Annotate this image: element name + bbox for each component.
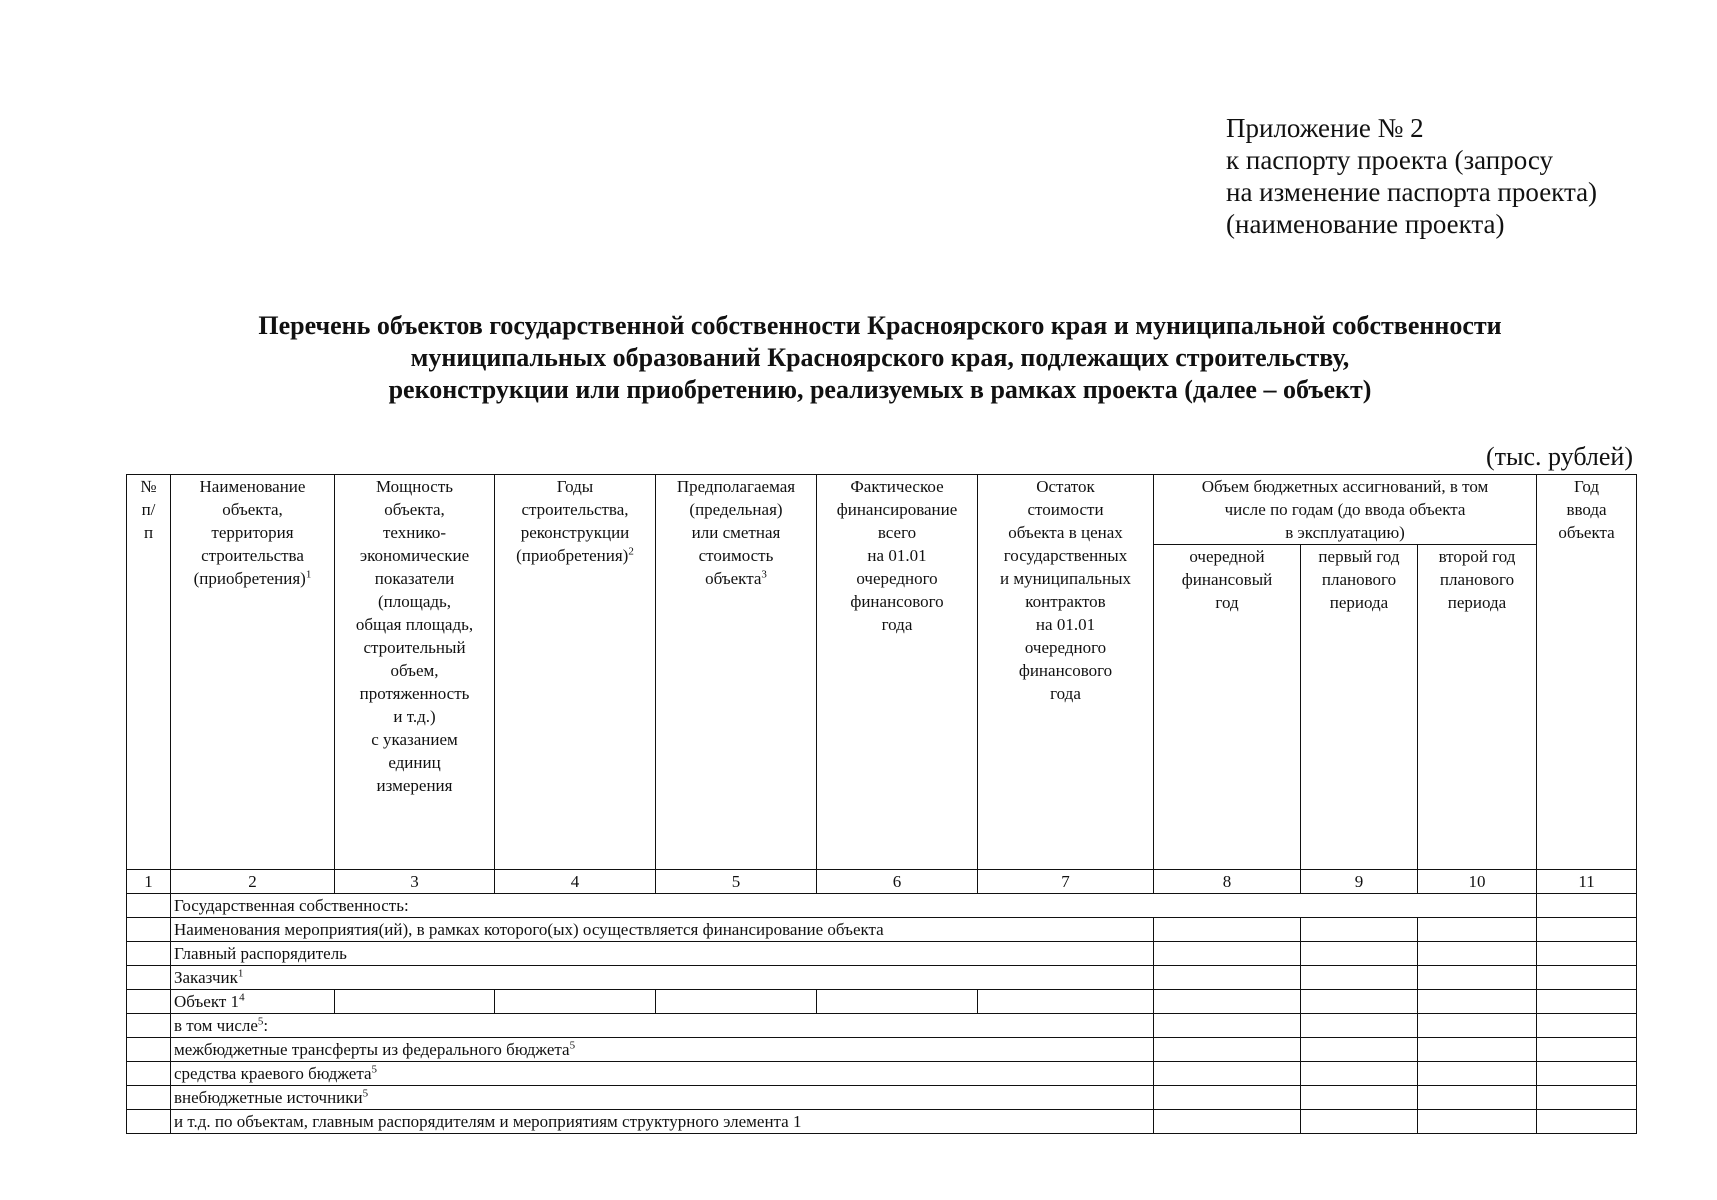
header-line-text: объекта в ценах bbox=[1008, 523, 1123, 542]
column-number: 8 bbox=[1154, 870, 1301, 894]
row-text-tail: : bbox=[263, 1016, 269, 1035]
table-cell bbox=[1154, 1086, 1301, 1110]
header-col-4 bbox=[495, 475, 656, 870]
table-cell bbox=[1154, 1038, 1301, 1062]
column-number: 11 bbox=[1537, 870, 1637, 894]
table-cell bbox=[127, 1062, 171, 1086]
header-line bbox=[1157, 568, 1297, 591]
table-cell bbox=[127, 942, 171, 966]
header-line-text: протяженность bbox=[359, 684, 470, 703]
footnote-mark: 1 bbox=[305, 568, 312, 581]
header-line-text: п bbox=[143, 523, 154, 542]
table-row bbox=[127, 1038, 1637, 1062]
table-cell bbox=[1537, 1062, 1637, 1086]
header-col-8 bbox=[1154, 545, 1301, 870]
header-line bbox=[338, 636, 491, 659]
header-line bbox=[1540, 521, 1633, 544]
row-label-object-1 bbox=[171, 990, 335, 1014]
table-cell bbox=[1537, 894, 1637, 918]
header-line bbox=[659, 544, 813, 567]
header-line bbox=[498, 498, 652, 521]
header-line-text: и муниципальных bbox=[999, 569, 1132, 588]
header-line bbox=[659, 475, 813, 498]
header-line-text: финансовый bbox=[1181, 570, 1273, 589]
header-line bbox=[338, 498, 491, 521]
header-line-text: или сметная bbox=[691, 523, 781, 542]
table-cell bbox=[335, 990, 495, 1014]
header-line bbox=[659, 521, 813, 544]
header-line-text: второй год bbox=[1438, 547, 1516, 566]
appendix-line: на изменение паспорта проекта) bbox=[1226, 177, 1598, 207]
header-line-text: Год bbox=[1574, 477, 1600, 496]
units-label: (тыс. рублей) bbox=[1485, 442, 1633, 471]
table-cell bbox=[817, 990, 978, 1014]
header-line-text: экономические bbox=[359, 546, 470, 565]
table-cell bbox=[1154, 966, 1301, 990]
header-col-6 bbox=[817, 475, 978, 870]
row-text: в том числе bbox=[174, 1016, 258, 1035]
table-row bbox=[127, 966, 1637, 990]
header-col-1 bbox=[127, 475, 171, 870]
header-line-text: планового bbox=[1439, 570, 1515, 589]
header-line-text: (предельная) bbox=[689, 500, 783, 519]
table-row bbox=[127, 1062, 1637, 1086]
table-row bbox=[127, 942, 1637, 966]
table-cell bbox=[1537, 942, 1637, 966]
header-line bbox=[981, 636, 1150, 659]
header-line bbox=[1540, 498, 1633, 521]
table-cell bbox=[1537, 1014, 1637, 1038]
header-line bbox=[498, 475, 652, 498]
header-line-text: (площадь, bbox=[377, 592, 452, 611]
table-cell bbox=[1418, 1014, 1537, 1038]
header-line-text: периода bbox=[1447, 593, 1507, 612]
header-line-text: объем, bbox=[390, 661, 439, 680]
header-line bbox=[1157, 521, 1533, 544]
table-cell bbox=[1537, 1110, 1637, 1134]
header-col-2 bbox=[171, 475, 335, 870]
table-cell bbox=[1301, 966, 1418, 990]
table-cell bbox=[1537, 966, 1637, 990]
footnote-mark: 4 bbox=[239, 991, 245, 1004]
header-line bbox=[820, 567, 974, 590]
table-cell bbox=[1301, 1062, 1418, 1086]
table-cell bbox=[1418, 1038, 1537, 1062]
header-line bbox=[338, 567, 491, 590]
table-cell bbox=[1154, 1110, 1301, 1134]
header-line-text: первый год bbox=[1318, 547, 1400, 566]
row-label-customer bbox=[171, 966, 1154, 990]
header-line bbox=[338, 659, 491, 682]
table-cell bbox=[1418, 942, 1537, 966]
header-line-text: объекта, bbox=[384, 500, 445, 519]
table-row bbox=[127, 990, 1637, 1014]
table-cell bbox=[127, 1086, 171, 1110]
table-row bbox=[127, 918, 1637, 942]
header-line-text: (приобретения) bbox=[193, 569, 306, 588]
table-cell bbox=[127, 990, 171, 1014]
table-row bbox=[127, 894, 1637, 918]
header-line-text: очередного bbox=[1024, 638, 1107, 657]
header-col-7 bbox=[978, 475, 1154, 870]
header-line bbox=[981, 682, 1150, 705]
header-line bbox=[981, 567, 1150, 590]
column-number: 2 bbox=[171, 870, 335, 894]
table-cell bbox=[495, 990, 656, 1014]
header-line bbox=[174, 544, 331, 567]
table-cell bbox=[127, 1038, 171, 1062]
header-line bbox=[981, 498, 1150, 521]
header-line-text: территория bbox=[211, 523, 294, 542]
table-cell bbox=[1301, 942, 1418, 966]
table-cell bbox=[1418, 918, 1537, 942]
header-line bbox=[981, 613, 1150, 636]
header-line bbox=[174, 521, 331, 544]
title-line: муниципальных образований Красноярского края, подлежащих строительству, bbox=[410, 343, 1350, 372]
header-line-text: всего bbox=[877, 523, 917, 542]
table-cell bbox=[1154, 942, 1301, 966]
header-line-text: технико- bbox=[382, 523, 446, 542]
footnote-mark: 1 bbox=[237, 967, 244, 980]
header-line bbox=[1540, 475, 1633, 498]
header-line-text: объекта bbox=[705, 569, 762, 588]
header-line-text: Объем бюджетных ассигнований, в том bbox=[1201, 477, 1489, 496]
header-line-text: Фактическое bbox=[850, 477, 944, 496]
row-label-state-property: Государственная собственность: bbox=[171, 894, 1537, 918]
header-line-text: очередного bbox=[856, 569, 938, 588]
header-line-text: финансового bbox=[1018, 661, 1113, 680]
header-line-text: и т.д.) bbox=[393, 707, 436, 726]
header-line bbox=[1157, 591, 1297, 614]
table-cell bbox=[1418, 1086, 1537, 1110]
table-cell bbox=[1537, 1038, 1637, 1062]
appendix-line: Приложение № 2 bbox=[1226, 113, 1424, 143]
row-text: Объект 1 bbox=[174, 992, 240, 1011]
header-line-text: п/ bbox=[141, 500, 156, 519]
header-line bbox=[1304, 568, 1414, 591]
header-line-text: (приобретения) bbox=[516, 546, 629, 565]
table-cell bbox=[127, 1110, 171, 1134]
header-line bbox=[981, 544, 1150, 567]
header-line bbox=[820, 475, 974, 498]
header-line bbox=[820, 590, 974, 613]
row-text: Заказчик bbox=[174, 968, 238, 987]
header-line bbox=[338, 751, 491, 774]
table-cell bbox=[1301, 990, 1418, 1014]
table-cell bbox=[127, 1014, 171, 1038]
header-col-10 bbox=[1418, 545, 1537, 870]
header-line bbox=[659, 498, 813, 521]
table-cell bbox=[1301, 1086, 1418, 1110]
header-line-text: ввода bbox=[1566, 500, 1607, 519]
header-line-text: контрактов bbox=[1025, 592, 1106, 611]
column-number-row bbox=[127, 870, 1637, 894]
header-line-text: Годы bbox=[556, 477, 594, 496]
header-line-text: финансирование bbox=[836, 500, 958, 519]
header-line bbox=[981, 521, 1150, 544]
table-cell bbox=[1154, 1062, 1301, 1086]
column-number: 9 bbox=[1301, 870, 1418, 894]
header-line bbox=[130, 475, 167, 498]
table-row bbox=[127, 1110, 1637, 1134]
header-line-text: общая площадь, bbox=[355, 615, 474, 634]
header-line bbox=[338, 728, 491, 751]
header-line bbox=[338, 705, 491, 728]
header-line-text: финансового bbox=[850, 592, 944, 611]
header-line-text: единиц bbox=[388, 753, 441, 772]
header-line-text: очередной bbox=[1189, 547, 1265, 566]
header-line-text: год bbox=[1215, 593, 1239, 612]
header-line-text: года bbox=[1050, 684, 1081, 703]
table-cell bbox=[656, 990, 817, 1014]
header-line-text: строительства, bbox=[521, 500, 629, 519]
header-col-3 bbox=[335, 475, 495, 870]
header-line-text: периода bbox=[1329, 593, 1389, 612]
column-number: 4 bbox=[495, 870, 656, 894]
header-line-text: стоимость bbox=[698, 546, 774, 565]
appendix-block bbox=[1226, 112, 1597, 240]
header-line-text: объекта bbox=[1558, 523, 1615, 542]
header-line bbox=[130, 521, 167, 544]
table-cell bbox=[127, 894, 171, 918]
header-line bbox=[820, 521, 974, 544]
header-line bbox=[174, 475, 331, 498]
table-cell bbox=[1301, 1038, 1418, 1062]
header-line-text: измерения bbox=[376, 776, 453, 795]
header-group-budget bbox=[1154, 475, 1537, 545]
header-line bbox=[981, 590, 1150, 613]
title-line: Перечень объектов государственной собственности Красноярского края и муниципальной собственности bbox=[258, 311, 1502, 340]
header-line bbox=[174, 498, 331, 521]
column-number: 3 bbox=[335, 870, 495, 894]
header-line bbox=[820, 613, 974, 636]
header-line-text: года bbox=[881, 615, 913, 634]
table-cell bbox=[1301, 1110, 1418, 1134]
row-label-extrabudgetary bbox=[171, 1086, 1154, 1110]
row-label-including bbox=[171, 1014, 1154, 1038]
table-cell bbox=[1301, 918, 1418, 942]
table-cell bbox=[1537, 990, 1637, 1014]
header-line-text: на 01.01 bbox=[1035, 615, 1096, 634]
header-line-text: Мощность bbox=[375, 477, 454, 496]
header-line bbox=[981, 659, 1150, 682]
header-line bbox=[338, 682, 491, 705]
header-line bbox=[1157, 498, 1533, 521]
column-number: 1 bbox=[127, 870, 171, 894]
table-cell bbox=[127, 918, 171, 942]
header-line bbox=[338, 613, 491, 636]
header-col-9 bbox=[1301, 545, 1418, 870]
header-line-text: объекта, bbox=[222, 500, 283, 519]
footnote-mark: 2 bbox=[628, 545, 634, 558]
document-title bbox=[180, 310, 1580, 406]
appendix-line: (наименование проекта) bbox=[1226, 209, 1505, 239]
header-line bbox=[338, 774, 491, 797]
header-line bbox=[1157, 545, 1297, 568]
table-cell bbox=[1418, 1062, 1537, 1086]
table-row bbox=[127, 1086, 1637, 1110]
header-line bbox=[338, 475, 491, 498]
header-line-text: числе по годам (до ввода объекта bbox=[1224, 500, 1466, 519]
column-number: 5 bbox=[656, 870, 817, 894]
footnote-mark: 5 bbox=[371, 1063, 378, 1076]
header-line bbox=[820, 498, 974, 521]
table-row bbox=[127, 1014, 1637, 1038]
header-line-text: показатели bbox=[374, 569, 455, 588]
column-number: 6 bbox=[817, 870, 978, 894]
column-number: 7 bbox=[978, 870, 1154, 894]
table-cell bbox=[1537, 918, 1637, 942]
header-col-11 bbox=[1537, 475, 1637, 870]
header-line bbox=[174, 567, 331, 590]
column-number: 10 bbox=[1418, 870, 1537, 894]
header-line-text: в эксплуатацию) bbox=[1285, 523, 1405, 542]
row-label-etc: и т.д. по объектам, главным распорядителям и мероприятиям структурного элемента 1 bbox=[171, 1110, 1154, 1134]
header-line-text: государственных bbox=[1003, 546, 1128, 565]
header-line-text: Остаток bbox=[1036, 477, 1095, 496]
header-line-text: строительный bbox=[363, 638, 466, 657]
table-cell bbox=[1537, 1086, 1637, 1110]
header-line bbox=[338, 544, 491, 567]
footnote-mark: 3 bbox=[761, 568, 767, 581]
header-line-text: планового bbox=[1321, 570, 1397, 589]
header-line bbox=[1421, 591, 1533, 614]
row-text: внебюджетные источники bbox=[174, 1088, 363, 1107]
table-cell bbox=[1154, 1014, 1301, 1038]
header-line-text: стоимости bbox=[1027, 500, 1104, 519]
footnote-mark: 5 bbox=[257, 1015, 264, 1028]
header-line bbox=[498, 544, 652, 567]
header-line bbox=[130, 498, 167, 521]
header-col-5 bbox=[656, 475, 817, 870]
header-line bbox=[338, 590, 491, 613]
header-line bbox=[1157, 475, 1533, 498]
table-cell bbox=[978, 990, 1154, 1014]
title-line: реконструкции или приобретению, реализуемых в рамках проекта (далее – объект) bbox=[388, 375, 1372, 404]
header-line-text: строительства bbox=[201, 546, 304, 565]
table-cell bbox=[1418, 966, 1537, 990]
header-line-text: № bbox=[140, 477, 157, 496]
row-label-federal-transfers bbox=[171, 1038, 1154, 1062]
footnote-mark: 5 bbox=[569, 1039, 576, 1052]
header-row bbox=[127, 475, 1637, 545]
table-cell bbox=[1418, 1110, 1537, 1134]
row-label-main-manager: Главный распорядитель bbox=[171, 942, 1154, 966]
row-text: средства краевого бюджета bbox=[174, 1064, 372, 1083]
row-text: межбюджетные трансферты из федерального бюджета bbox=[174, 1040, 570, 1059]
footnote-mark: 5 bbox=[362, 1087, 369, 1100]
header-line-text: с указанием bbox=[371, 730, 458, 749]
header-line bbox=[1421, 568, 1533, 591]
table-cell bbox=[1301, 1014, 1418, 1038]
header-line-text: Наименование bbox=[199, 477, 306, 496]
table-cell bbox=[1154, 918, 1301, 942]
header-line-text: реконструкции bbox=[520, 523, 630, 542]
header-line bbox=[820, 544, 974, 567]
header-line bbox=[1304, 591, 1414, 614]
header-line bbox=[338, 521, 491, 544]
table-cell bbox=[1154, 990, 1301, 1014]
table-cell bbox=[127, 966, 171, 990]
header-line bbox=[498, 521, 652, 544]
header-line bbox=[659, 567, 813, 590]
header-line bbox=[981, 475, 1150, 498]
row-label-activity: Наименования мероприятия(ий), в рамках которого(ых) осуществляется финансирование объекта bbox=[171, 918, 1154, 942]
header-line-text: на 01.01 bbox=[867, 546, 927, 565]
header-line bbox=[1421, 545, 1533, 568]
header-line-text: Предполагаемая bbox=[676, 477, 796, 496]
appendix-line: к паспорту проекта (запросу bbox=[1226, 145, 1553, 175]
objects-table bbox=[126, 474, 1637, 1134]
table-cell bbox=[1418, 990, 1537, 1014]
header-line bbox=[1304, 545, 1414, 568]
row-label-regional-budget bbox=[171, 1062, 1154, 1086]
